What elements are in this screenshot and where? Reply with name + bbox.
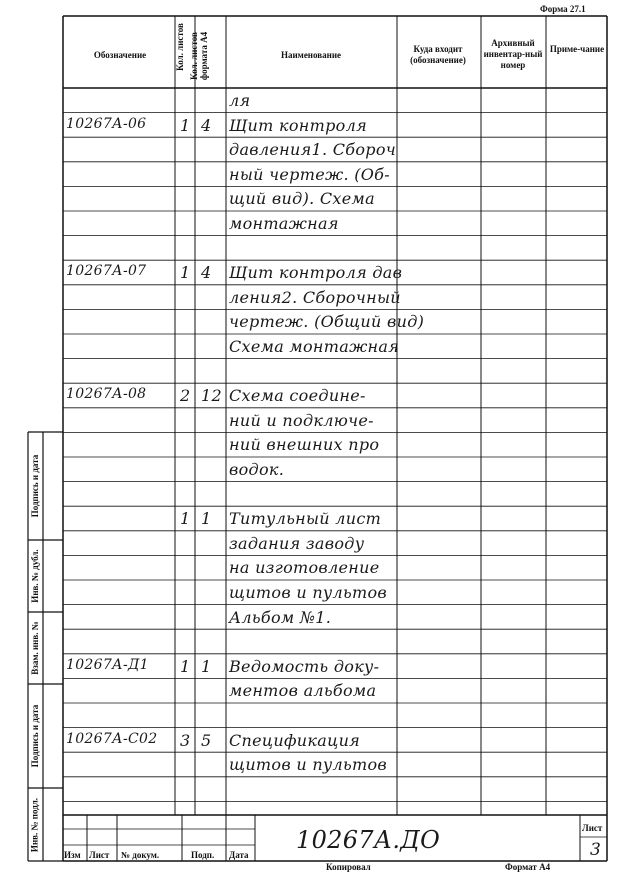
header-designation: Обозначение	[93, 50, 147, 60]
row-sheets-count: 3	[180, 730, 191, 750]
side-stamp-label: Взам. инв. №	[29, 621, 40, 675]
row-name: ля	[229, 91, 251, 110]
row-name: ления2. Сборочный	[229, 287, 401, 307]
row-designation: 10267А-С02	[66, 730, 158, 747]
header-name: Наименование	[281, 50, 341, 60]
header-sheets-a4-text: Кол. листов формата А4	[189, 31, 209, 81]
header-sheets-a4	[189, 20, 213, 92]
side-stamp-label: Инв. № подл.	[29, 797, 40, 852]
row-name: водок.	[229, 460, 285, 479]
document-code: 10267А.ДО	[296, 826, 441, 854]
row-sheets-count: 1	[180, 263, 191, 283]
row-name: Титульный лист	[229, 509, 382, 529]
row-sheets-a4: 1	[201, 509, 212, 529]
row-designation: 10267А-08	[66, 386, 147, 403]
row-name: ний внешних про	[229, 435, 380, 455]
row-sheets-count: 1	[180, 115, 191, 135]
row-name: чертеж. (Общий вид)	[229, 312, 425, 332]
row-designation: 10267А-06	[66, 115, 147, 132]
row-name: монтажная	[229, 214, 339, 233]
side-stamp-label: Подпись и дата	[29, 704, 40, 768]
sheet-number: 3	[590, 840, 602, 860]
footer-format: Формат А4	[505, 862, 551, 872]
row-name: Щит контроля дав	[229, 263, 403, 283]
row-name: Ведомость доку-	[229, 656, 380, 676]
row-sheets-count: 2	[180, 386, 191, 406]
row-designation: 10267А-Д1	[66, 656, 149, 673]
row-designation: 10267А-07	[66, 263, 147, 280]
row-sheets-a4: 4	[201, 263, 212, 283]
header-archive-no: Архивный инвентар-ный номер	[483, 38, 543, 70]
row-sheets-a4: 12	[201, 386, 222, 406]
sheet-label: Лист	[582, 823, 603, 833]
title-data-label: Дата	[229, 850, 249, 860]
row-sheets-a4: 5	[201, 730, 212, 750]
row-sheets-count: 1	[180, 509, 191, 529]
row-name: Альбом №1.	[229, 607, 332, 627]
row-sheets-a4: 4	[201, 115, 212, 135]
row-name: Щит контроля	[229, 115, 367, 135]
title-docno-label: № докум.	[121, 850, 160, 860]
header-sheets-count: Кол. листов	[175, 23, 185, 71]
title-list-label: Лист	[89, 850, 110, 860]
row-sheets-count: 1	[180, 656, 191, 676]
row-name: Схема соедине-	[229, 386, 366, 406]
footer-copied: Копировал	[326, 862, 371, 872]
title-izm-label: Изм	[64, 850, 81, 860]
row-name: щитов и пультов	[229, 583, 388, 602]
side-stamp-label: Инв. № дубл.	[29, 549, 40, 603]
side-stamp-label: Подпись и дата	[29, 454, 40, 518]
row-sheets-a4: 1	[201, 656, 212, 676]
header-where-used: Куда входит (обозначение)	[410, 44, 466, 65]
row-name: ментов альбома	[229, 681, 377, 701]
row-name: ный чертеж. (Об-	[229, 164, 390, 184]
row-name: давления1. Сбороч	[229, 140, 397, 160]
row-name: щий вид). Схема	[229, 189, 375, 209]
row-name: задания заводу	[229, 533, 365, 553]
row-name: на изготовление	[229, 558, 380, 578]
row-name: ний и подключе-	[229, 410, 374, 430]
header-note: Приме-чание	[549, 44, 605, 54]
title-podp-label: Подп.	[191, 850, 215, 860]
row-name: Спецификация	[229, 730, 361, 750]
row-name: Схема монтажная	[229, 337, 400, 356]
row-name: щитов и пультов	[229, 755, 388, 775]
form-label: Форма 27.1	[540, 4, 586, 14]
